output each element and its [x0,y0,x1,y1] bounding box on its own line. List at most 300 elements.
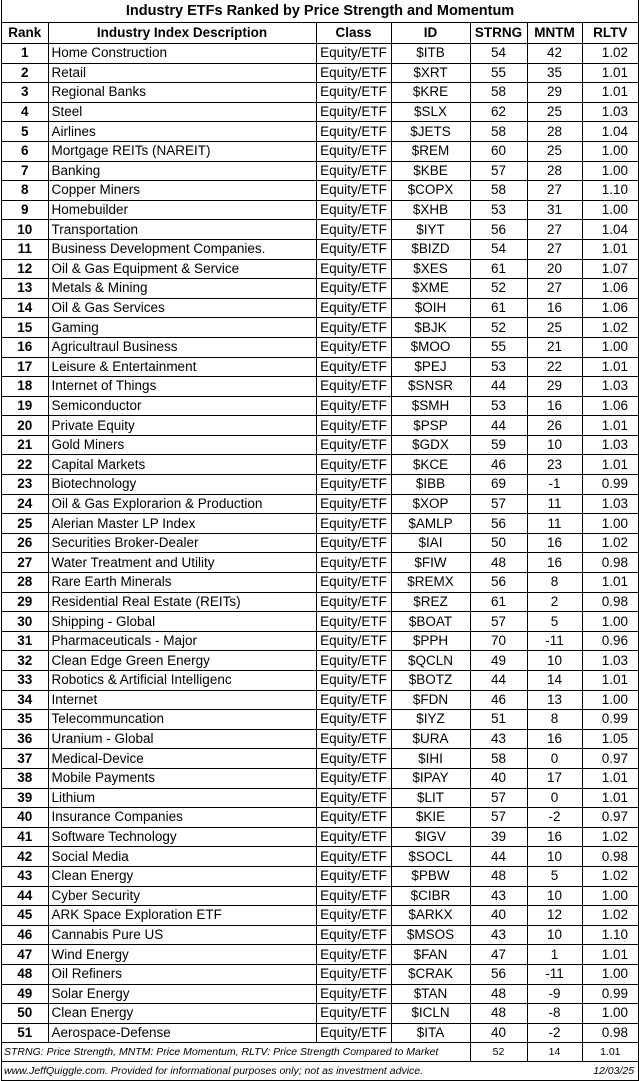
cell-rank: 46 [2,925,48,945]
cell-strng: 57 [470,161,527,181]
cell-class: Equity/ETF [316,200,391,220]
cell-mntm: 14 [527,671,582,691]
cell-rltv: 1.02 [582,44,638,64]
cell-mntm: 25 [527,318,582,338]
cell-id: $XOP [391,494,470,514]
cell-rank: 42 [2,847,48,867]
etf-ranking-sheet [1,0,639,1081]
cell-description: Leisure & Entertainment [48,357,316,377]
cell-strng: 54 [470,44,527,64]
cell-description: Capital Markets [48,455,316,475]
cell-id: $SLX [391,102,470,122]
table-row [2,533,638,553]
cell-class: Equity/ETF [316,925,391,945]
cell-id: $REZ [391,592,470,612]
cell-id: $SOCL [391,847,470,867]
cell-mntm: 27 [527,279,582,299]
cell-class: Equity/ETF [316,475,391,495]
cell-class: Equity/ETF [316,710,391,730]
cell-strng: 48 [470,553,527,573]
cell-mntm: 10 [527,651,582,671]
cell-id: $FAN [391,945,470,965]
cell-description: Medical-Device [48,749,316,769]
cell-class: Equity/ETF [316,83,391,103]
cell-description: Private Equity [48,416,316,436]
cell-strng: 53 [470,200,527,220]
cell-mntm: 13 [527,690,582,710]
table-row [2,1004,638,1024]
cell-description: Cyber Security [48,886,316,906]
table-title: Industry ETFs Ranked by Price Strength and Momentum [2,0,638,23]
cell-rank: 19 [2,396,48,416]
table-row [2,945,638,965]
cell-rltv: 1.05 [582,729,638,749]
cell-description: Steel [48,102,316,122]
table-row [2,239,638,259]
cell-mntm: 1 [527,945,582,965]
cell-rltv: 1.03 [582,494,638,514]
cell-mntm: 0 [527,749,582,769]
cell-id: $MSOS [391,925,470,945]
cell-mntm: 31 [527,200,582,220]
cell-id: $IGV [391,827,470,847]
cell-mntm: 29 [527,377,582,397]
cell-class: Equity/ETF [316,141,391,161]
cell-id: $BOTZ [391,671,470,691]
cell-strng: 61 [470,259,527,279]
table-body [2,44,638,1043]
cell-description: Cannabis Pure US [48,925,316,945]
cell-strng: 56 [470,514,527,534]
cell-id: $BJK [391,318,470,338]
cell-description: Clean Edge Green Energy [48,651,316,671]
cell-class: Equity/ETF [316,181,391,201]
cell-description: Retail [48,63,316,83]
cell-id: $OIH [391,298,470,318]
cell-mntm: 10 [527,925,582,945]
cell-strng: 61 [470,298,527,318]
cell-id: $KCE [391,455,470,475]
cell-description: Mobile Payments [48,768,316,788]
cell-description: Oil & Gas Equipment & Service [48,259,316,279]
header-description: Industry Index Description [48,23,316,44]
cell-id: $TAN [391,984,470,1004]
cell-id: $PSP [391,416,470,436]
cell-id: $JETS [391,122,470,142]
cell-rank: 43 [2,866,48,886]
table-row [2,514,638,534]
cell-rltv: 1.00 [582,612,638,632]
cell-mntm: 27 [527,220,582,240]
cell-id: $XRT [391,63,470,83]
footer-date: 12/03/25 [582,1062,638,1081]
cell-class: Equity/ETF [316,906,391,926]
cell-description: Rare Earth Minerals [48,573,316,593]
cell-id: $XHB [391,200,470,220]
cell-rltv: 1.01 [582,671,638,691]
cell-rltv: 1.06 [582,298,638,318]
cell-rltv: 1.04 [582,122,638,142]
cell-strng: 69 [470,475,527,495]
cell-strng: 53 [470,396,527,416]
cell-mntm: 2 [527,592,582,612]
cell-class: Equity/ETF [316,749,391,769]
cell-description: Banking [48,161,316,181]
table-row [2,396,638,416]
table-row [2,964,638,984]
cell-mntm: 29 [527,83,582,103]
table-row [2,357,638,377]
cell-mntm: 16 [527,533,582,553]
header-class: Class [316,23,391,44]
cell-class: Equity/ETF [316,592,391,612]
cell-rltv: 1.01 [582,83,638,103]
cell-class: Equity/ETF [316,494,391,514]
cell-rltv: 1.01 [582,788,638,808]
cell-strng: 49 [470,651,527,671]
cell-id: $IHI [391,749,470,769]
cell-description: ARK Space Exploration ETF [48,906,316,926]
table-row [2,808,638,828]
cell-rank: 2 [2,63,48,83]
cell-description: Gold Miners [48,435,316,455]
table-row [2,455,638,475]
header-rltv: RLTV [582,23,638,44]
cell-mntm: 28 [527,161,582,181]
cell-rank: 51 [2,1023,48,1043]
cell-strng: 44 [470,847,527,867]
cell-rank: 16 [2,337,48,357]
cell-strng: 56 [470,573,527,593]
table-row [2,749,638,769]
cell-mntm: 11 [527,494,582,514]
cell-class: Equity/ETF [316,631,391,651]
cell-rank: 4 [2,102,48,122]
table-row [2,925,638,945]
cell-rank: 48 [2,964,48,984]
cell-rltv: 1.01 [582,573,638,593]
cell-rank: 8 [2,181,48,201]
cell-description: Solar Energy [48,984,316,1004]
header-mntm: MNTM [527,23,582,44]
cell-class: Equity/ETF [316,729,391,749]
cell-rltv: 1.02 [582,318,638,338]
cell-mntm: 12 [527,906,582,926]
cell-mntm: 5 [527,866,582,886]
cell-mntm: 16 [527,298,582,318]
table-row [2,1023,638,1043]
cell-rank: 9 [2,200,48,220]
cell-rank: 28 [2,573,48,593]
cell-id: $URA [391,729,470,749]
header-row [2,23,638,44]
header-id: ID [391,23,470,44]
average-mntm: 14 [527,1043,582,1062]
table-row [2,83,638,103]
cell-mntm: 0 [527,788,582,808]
table-row [2,768,638,788]
cell-mntm: 25 [527,102,582,122]
cell-description: Business Development Companies. [48,239,316,259]
cell-rank: 26 [2,533,48,553]
cell-mntm: 17 [527,768,582,788]
cell-strng: 47 [470,945,527,965]
cell-id: $PEJ [391,357,470,377]
cell-strng: 39 [470,827,527,847]
cell-strng: 43 [470,925,527,945]
cell-rltv: 1.02 [582,827,638,847]
cell-id: $XME [391,279,470,299]
cell-rltv: 1.02 [582,533,638,553]
cell-mntm: 42 [527,44,582,64]
cell-id: $QCLN [391,651,470,671]
cell-mntm: -11 [527,631,582,651]
cell-id: $BOAT [391,612,470,632]
footer-row [2,1062,638,1081]
cell-rank: 1 [2,44,48,64]
cell-rltv: 1.01 [582,455,638,475]
table-row [2,161,638,181]
cell-rltv: 1.01 [582,239,638,259]
cell-rank: 24 [2,494,48,514]
cell-rank: 7 [2,161,48,181]
cell-rltv: 1.02 [582,906,638,926]
cell-description: Semiconductor [48,396,316,416]
cell-class: Equity/ETF [316,612,391,632]
cell-mntm: -8 [527,1004,582,1024]
cell-rltv: 1.04 [582,220,638,240]
table-row [2,631,638,651]
cell-rltv: 1.00 [582,1004,638,1024]
cell-mntm: 28 [527,122,582,142]
cell-description: Agricultraul Business [48,337,316,357]
cell-id: $KBE [391,161,470,181]
table-row [2,44,638,64]
cell-strng: 58 [470,122,527,142]
cell-strng: 61 [470,592,527,612]
cell-class: Equity/ETF [316,847,391,867]
cell-rank: 45 [2,906,48,926]
cell-strng: 40 [470,1023,527,1043]
table-row [2,279,638,299]
cell-id: $REM [391,141,470,161]
cell-rank: 39 [2,788,48,808]
cell-class: Equity/ETF [316,984,391,1004]
cell-description: Metals & Mining [48,279,316,299]
cell-class: Equity/ETF [316,44,391,64]
cell-id: $KRE [391,83,470,103]
cell-id: $PPH [391,631,470,651]
cell-mntm: 8 [527,710,582,730]
cell-rltv: 0.96 [582,631,638,651]
cell-class: Equity/ETF [316,377,391,397]
cell-mntm: 11 [527,514,582,534]
cell-description: Homebuilder [48,200,316,220]
cell-description: Uranium - Global [48,729,316,749]
cell-id: $GDX [391,435,470,455]
cell-rank: 12 [2,259,48,279]
cell-class: Equity/ETF [316,945,391,965]
cell-rltv: 1.00 [582,514,638,534]
cell-description: Water Treatment and Utility [48,553,316,573]
cell-rltv: 1.07 [582,259,638,279]
cell-rank: 32 [2,651,48,671]
table-row [2,200,638,220]
cell-class: Equity/ETF [316,788,391,808]
cell-rltv: 1.03 [582,102,638,122]
cell-strng: 58 [470,181,527,201]
cell-description: Internet [48,690,316,710]
cell-strng: 44 [470,377,527,397]
cell-class: Equity/ETF [316,239,391,259]
cell-rank: 33 [2,671,48,691]
cell-description: Airlines [48,122,316,142]
cell-class: Equity/ETF [316,279,391,299]
table-row [2,337,638,357]
cell-mntm: -2 [527,808,582,828]
cell-class: Equity/ETF [316,886,391,906]
cell-rltv: 1.00 [582,141,638,161]
cell-rltv: 1.00 [582,964,638,984]
table-row [2,181,638,201]
cell-strng: 56 [470,220,527,240]
cell-description: Oil & Gas Explorarion & Production [48,494,316,514]
table-row [2,827,638,847]
cell-class: Equity/ETF [316,161,391,181]
cell-description: Copper Miners [48,181,316,201]
cell-description: Social Media [48,847,316,867]
cell-class: Equity/ETF [316,1004,391,1024]
cell-id: $IBB [391,475,470,495]
cell-strng: 46 [470,455,527,475]
cell-description: Mortgage REITs (NAREIT) [48,141,316,161]
cell-rank: 20 [2,416,48,436]
cell-mntm: 23 [527,455,582,475]
cell-description: Oil & Gas Services [48,298,316,318]
cell-rank: 34 [2,690,48,710]
cell-mntm: -2 [527,1023,582,1043]
cell-rltv: 1.02 [582,866,638,886]
table-row [2,866,638,886]
cell-description: Lithium [48,788,316,808]
cell-mntm: 16 [527,553,582,573]
cell-mntm: 35 [527,63,582,83]
cell-id: $KIE [391,808,470,828]
cell-id: $XES [391,259,470,279]
cell-class: Equity/ETF [316,964,391,984]
cell-class: Equity/ETF [316,416,391,436]
cell-rltv: 0.99 [582,710,638,730]
cell-description: Insurance Companies [48,808,316,828]
cell-strng: 40 [470,768,527,788]
cell-class: Equity/ETF [316,63,391,83]
cell-class: Equity/ETF [316,671,391,691]
cell-rank: 31 [2,631,48,651]
etf-ranking-table [2,0,638,1081]
cell-strng: 43 [470,729,527,749]
cell-strng: 48 [470,866,527,886]
cell-description: Residential Real Estate (REITs) [48,592,316,612]
cell-rltv: 1.06 [582,396,638,416]
cell-rank: 30 [2,612,48,632]
table-row [2,141,638,161]
cell-id: $BIZD [391,239,470,259]
cell-rank: 35 [2,710,48,730]
cell-class: Equity/ETF [316,1023,391,1043]
cell-rltv: 0.99 [582,475,638,495]
cell-rank: 3 [2,83,48,103]
cell-rank: 23 [2,475,48,495]
cell-rltv: 1.06 [582,279,638,299]
table-row [2,220,638,240]
cell-mntm: 16 [527,827,582,847]
cell-id: $COPX [391,181,470,201]
cell-rltv: 1.03 [582,377,638,397]
table-row [2,592,638,612]
table-row [2,435,638,455]
cell-rank: 41 [2,827,48,847]
cell-class: Equity/ETF [316,514,391,534]
cell-mntm: -1 [527,475,582,495]
cell-strng: 53 [470,357,527,377]
table-row [2,63,638,83]
cell-description: Clean Energy [48,1004,316,1024]
cell-rltv: 1.00 [582,337,638,357]
cell-class: Equity/ETF [316,220,391,240]
header-strng: STRNG [470,23,527,44]
cell-id: $LIT [391,788,470,808]
cell-id: $MOO [391,337,470,357]
table-row [2,475,638,495]
cell-rltv: 1.00 [582,886,638,906]
cell-rank: 13 [2,279,48,299]
cell-rank: 21 [2,435,48,455]
table-row [2,906,638,926]
cell-mntm: 26 [527,416,582,436]
cell-id: $FDN [391,690,470,710]
cell-rltv: 0.98 [582,847,638,867]
legend-row [2,1043,638,1062]
cell-class: Equity/ETF [316,768,391,788]
cell-class: Equity/ETF [316,455,391,475]
cell-class: Equity/ETF [316,553,391,573]
cell-description: Biotechnology [48,475,316,495]
table-row [2,318,638,338]
cell-mntm: 8 [527,573,582,593]
table-row [2,984,638,1004]
cell-id: $IAI [391,533,470,553]
cell-id: $CRAK [391,964,470,984]
cell-strng: 58 [470,83,527,103]
table-row [2,690,638,710]
table-row [2,573,638,593]
cell-rltv: 0.97 [582,749,638,769]
cell-rank: 37 [2,749,48,769]
cell-strng: 57 [470,788,527,808]
cell-id: $REMX [391,573,470,593]
cell-rltv: 0.98 [582,1023,638,1043]
cell-description: Gaming [48,318,316,338]
cell-rank: 10 [2,220,48,240]
cell-description: Aerospace-Defense [48,1023,316,1043]
cell-rank: 14 [2,298,48,318]
cell-strng: 43 [470,886,527,906]
table-row [2,886,638,906]
cell-mntm: 20 [527,259,582,279]
cell-description: Oil Refiners [48,964,316,984]
cell-class: Equity/ETF [316,651,391,671]
cell-class: Equity/ETF [316,866,391,886]
